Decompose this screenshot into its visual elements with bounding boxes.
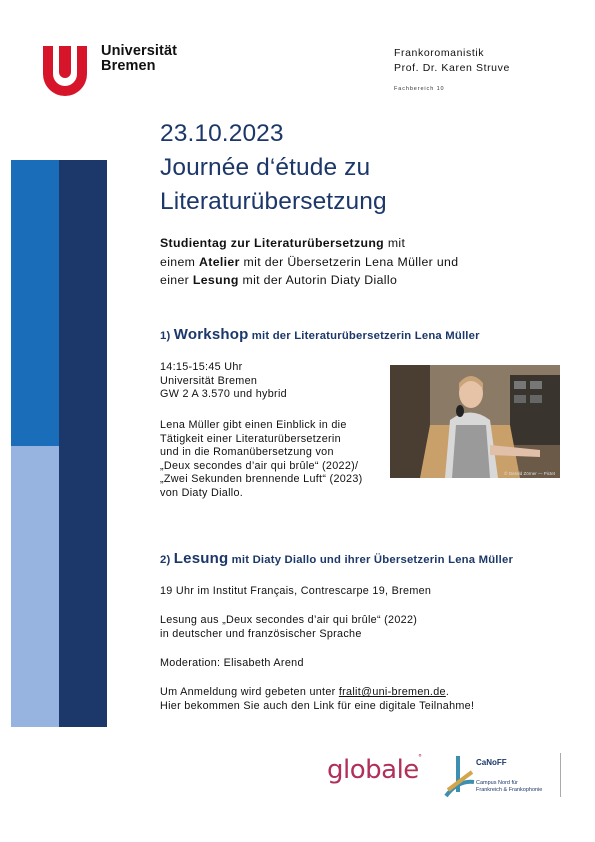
svg-text:© Gerald Zörner — Pictet: © Gerald Zörner — Pictet bbox=[504, 471, 555, 476]
workshop-time: 14:15-15:45 Uhr bbox=[160, 361, 243, 373]
event-title bbox=[160, 117, 387, 219]
workshop-room: GW 2 A 3.570 und hybrid bbox=[160, 388, 287, 401]
event-intro: Studientag zur Literaturübersetzung mit einem Atelier mit der Übersetzerin Lena Müller und einer Lesung mit der Autorin Diaty Diallo bbox=[160, 236, 459, 287]
translator-photo bbox=[390, 365, 560, 478]
department-header bbox=[394, 46, 510, 76]
lesung-place: 19 Uhr im Institut Français, Contrescarpe 19, Bremen bbox=[160, 585, 432, 597]
decor-bar-blue bbox=[11, 160, 59, 446]
globale-logo: globale ° bbox=[327, 753, 422, 785]
svg-text:Frankreich & Frankophonie: Frankreich & Frankophonie bbox=[476, 787, 543, 793]
title-line-2: Literaturübersetzung bbox=[160, 188, 387, 215]
lesung-heading: 2) Lesung mit Diaty Diallo und ihrer Übersetzerin Lena Müller bbox=[160, 550, 514, 567]
event-date: 23.10.2023 bbox=[160, 120, 284, 147]
logo-divider bbox=[560, 753, 561, 797]
title-line-1: Journée d‘étude zu bbox=[160, 154, 371, 181]
lesung-moderation: Moderation: Elisabeth Arend bbox=[160, 657, 304, 669]
professor-name: Prof. Dr. Karen Struve bbox=[394, 62, 510, 74]
department-name: Frankoromanistik bbox=[394, 47, 485, 59]
svg-text:Campus Nord für: Campus Nord für bbox=[476, 780, 518, 786]
decor-bar-navy bbox=[59, 160, 107, 727]
university-name: Universität Bremen bbox=[101, 43, 178, 74]
decor-bar-lightblue bbox=[11, 446, 59, 727]
svg-text:CaNoFF: CaNoFF bbox=[476, 758, 507, 767]
fachbereich-label: Fachbereich 10 bbox=[394, 86, 445, 92]
workshop-place: Universität Bremen bbox=[160, 374, 258, 387]
canoff-logo bbox=[444, 752, 564, 800]
workshop-description: Lena Müller gibt einen Einblick in die Tätigkeit einer Literaturübersetzerin und in die Romanübersetzung von „Deux secondes d’air qui brûle“ (2022)/ „Zwei Sekunden brennende Luft“ (2023) von Diaty Diallo. bbox=[160, 419, 363, 499]
university-logo-icon bbox=[40, 44, 90, 96]
registration-email-link[interactable]: fralit@uni-bremen.de bbox=[338, 686, 446, 698]
lesung-reading: Lesung aus „Deux secondes d’air qui brûle“ (2022) in deutscher und französischer Sprache bbox=[160, 614, 418, 640]
registration-note: Um Anmeldung wird gebeten unter fralit@uni-bremen.de. Hier bekommen Sie auch den Link für eine digitale Teilnahme! bbox=[160, 686, 475, 712]
workshop-heading: 1) Workshop mit der Literaturübersetzerin Lena Müller bbox=[160, 326, 480, 343]
workshop-info bbox=[160, 361, 287, 402]
